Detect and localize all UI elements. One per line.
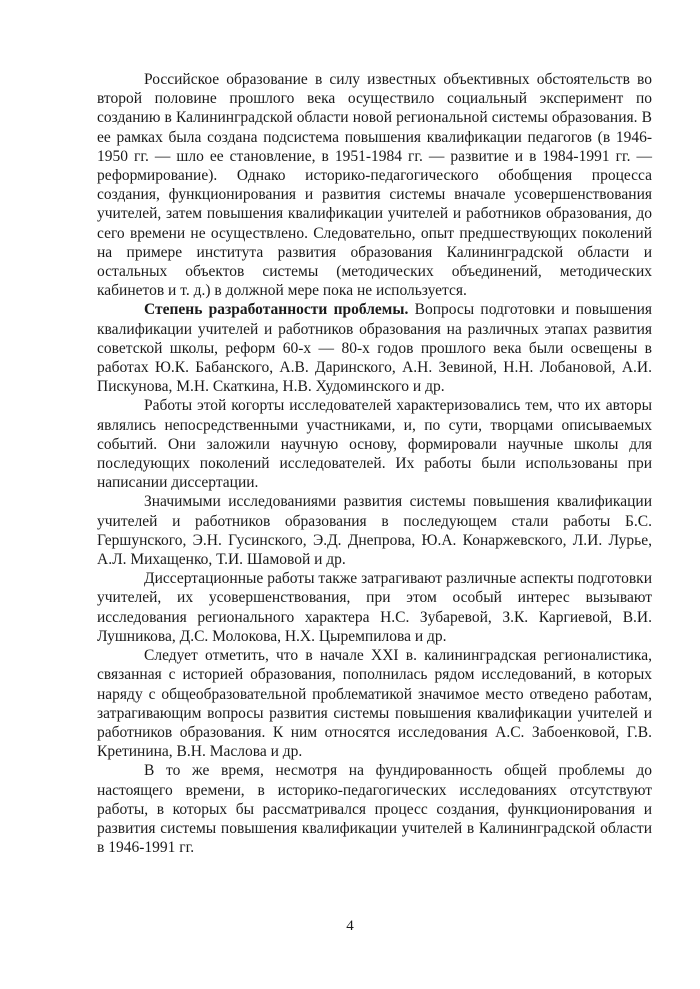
paragraph-intro (97, 70, 652, 300)
document-body (97, 70, 652, 857)
paragraph-problem-development (97, 300, 652, 396)
paragraph-text: Диссертационные работы также затрагивают различные аспекты подготовки учителей, их усовершенствования, при этом особый интерес вызывают исследования регионального характера Н.С. Зубаревой, З.К. Каргиевой, В.И. Лушникова, Д.С. Молокова, Н.Х. Цыремпилова и др. (97, 570, 652, 645)
paragraph-text: Вопросы подготовки и повышения квалификации учителей и работников образования на различных этапах развития советской школы, реформ 60-х — 80-х годов прошлого века были освещены в работах Ю.К. Бабанского, А.В. Даринского, А.Н. Зевиной, Н.Н. Лобановой, А.И. Пискунова, М.Н. Скаткина, Н.В. Худоминского и др. (97, 301, 652, 396)
page-number: 4 (346, 918, 354, 934)
paragraph-text: Значимыми исследованиями развития системы повышения квалификации учителей и работников образования в последующем стали работы Б.С. Гершунского, Э.Н. Гусинского, Э.Д. Днепрова, Ю.А. Конаржевского, Л.И. Лурье, А.Л. Михащенко, Т.И. Шамовой и др. (97, 493, 652, 569)
paragraph-significant-research (97, 492, 652, 569)
paragraph-research-gap (97, 761, 652, 857)
paragraph-text: В то же время, несмотря на фундированность общей проблемы до настоящего времени, в историко-педагогических исследованиях отсутствуют работы, в которых бы рассматривался процесс создания, функционирования и развития системы повышения квалификации учителей в Калининградской области в 1946-1991 гг. (97, 762, 652, 857)
paragraph-cohort-works (97, 396, 652, 492)
paragraph-regional-studies (97, 646, 652, 761)
paragraph-text: Российское образование в силу известных объективных обстоятельств во второй половине прошлого века осуществило социальный эксперимент по созданию в Калининградской области новой региональной системы образования. В ее рамках была создана подсистема повышения квалификации педагогов (в 1946-1950 гг. — шло ее становление, в 1951-1984 гг. — развитие и в 1984-1991 гг. — реформирование). Однако историко-педагогического обобщения процесса создания, функционирования и развития системы вначале усовершенствования учителей, затем повышения квалификации учителей и работников образования, до сего времени не осуществлено. Следовательно, опыт предшествующих поколений на примере института развития образования Калининградской области и остальных объектов системы (методических объединений, методических кабинетов и т. д.) в должной мере пока не используется. (97, 71, 652, 300)
paragraph-text: Следует отметить, что в начале XXI в. калининградская регионалистика, связанная с историей образования, пополнилась рядом исследований, в которых наряду с общеобразовательной проблематикой значимое место отведено работам, затрагивающим вопросы развития системы повышения квалификации учителей и работников образования. К ним относятся исследования А.С. Забоенковой, Г.В. Кретинина, В.Н. Маслова и др. (97, 647, 652, 761)
paragraph-dissertations (97, 569, 652, 646)
paragraph-text: Работы этой когорты исследователей характеризовались тем, что их авторы являлись непосредственными участниками, и, по сути, творцами описываемых событий. Они заложили научную основу, формировали научные школы для последующих поколений исследователей. Их работы были использованы при написании диссертации. (97, 397, 652, 492)
paragraph-lead-heading: Степень разработанности проблемы. (144, 301, 409, 319)
